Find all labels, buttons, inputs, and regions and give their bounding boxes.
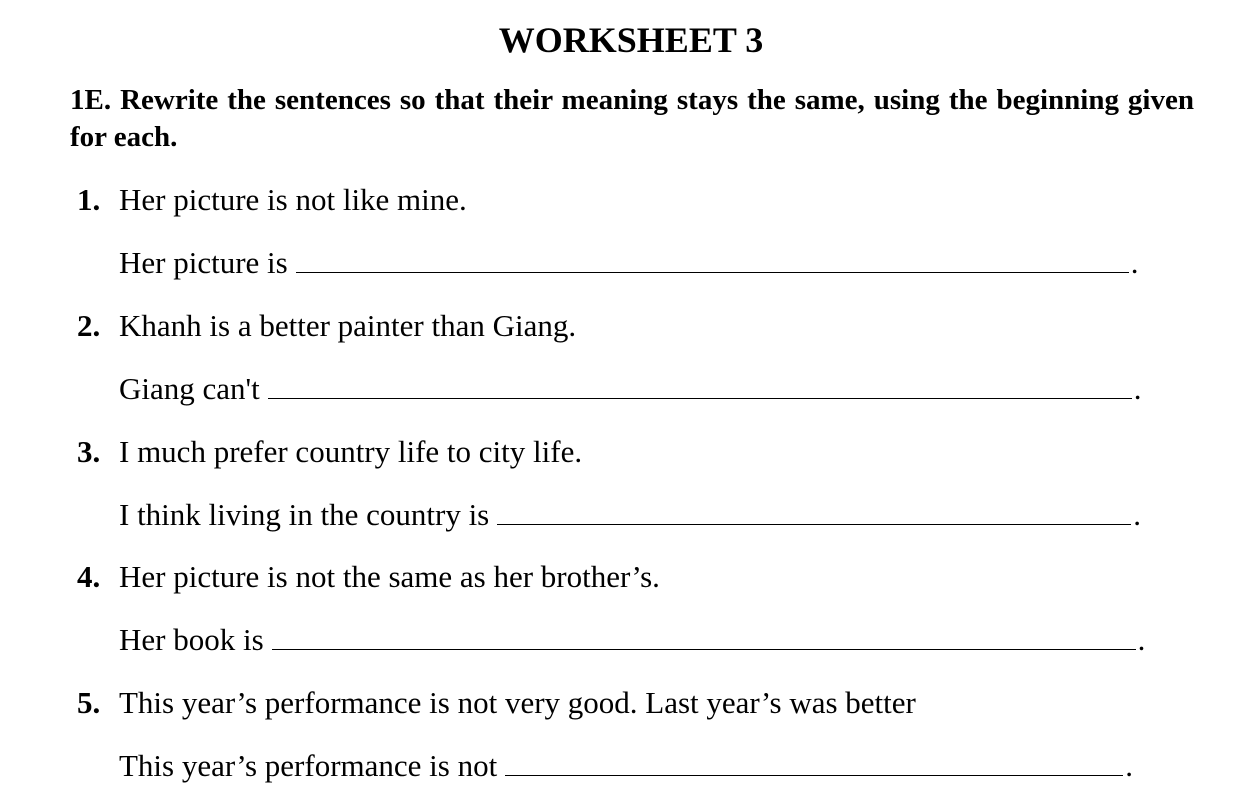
exercise-instruction: 1E. Rewrite the sentences so that their meaning stays the same, using the beginning given for each. (70, 84, 1194, 153)
question-4-end: . (1137, 622, 1146, 657)
question-1-number: 1. (77, 182, 101, 217)
question-3-sentence: I much prefer country life to city life. (119, 434, 583, 469)
question-2-prompt: Giang can't (119, 371, 260, 406)
question-2-answer-blank[interactable] (268, 370, 1132, 399)
question-3-answer-line (119, 496, 1141, 534)
question-1-prompt: Her picture is (119, 245, 288, 280)
question-2-end: . (1133, 371, 1142, 406)
question-4-prompt: Her book is (119, 622, 264, 657)
question-5-end: . (1125, 748, 1133, 783)
question-2-number: 2. (77, 308, 101, 343)
question-3-answer-blank[interactable] (497, 496, 1131, 525)
question-5-sentence: This year’s performance is not very good. Last year’s was better (119, 685, 916, 720)
question-5-answer-blank[interactable] (505, 747, 1123, 776)
question-1-answer-blank[interactable] (296, 244, 1129, 273)
question-4-number: 4. (77, 559, 101, 594)
question-3-prompt: I think living in the country is (119, 497, 490, 532)
question-4-sentence: Her picture is not the same as her brother’s. (119, 559, 660, 594)
question-3-number: 3. (77, 434, 101, 469)
question-5-number: 5. (77, 685, 101, 720)
question-2-answer-line (119, 370, 1141, 408)
question-4-answer-line (119, 621, 1145, 659)
worksheet-title: WORKSHEET 3 (498, 20, 764, 60)
question-1-end: . (1130, 245, 1139, 280)
question-5-answer-line (119, 747, 1133, 785)
question-5-prompt: This year’s performance is not (119, 748, 498, 783)
question-1-sentence: Her picture is not like mine. (119, 182, 467, 217)
question-1-answer-line (119, 244, 1138, 282)
question-3-end: . (1133, 497, 1141, 532)
question-2-sentence: Khanh is a better painter than Giang. (119, 308, 577, 343)
question-4-answer-blank[interactable] (272, 621, 1136, 650)
